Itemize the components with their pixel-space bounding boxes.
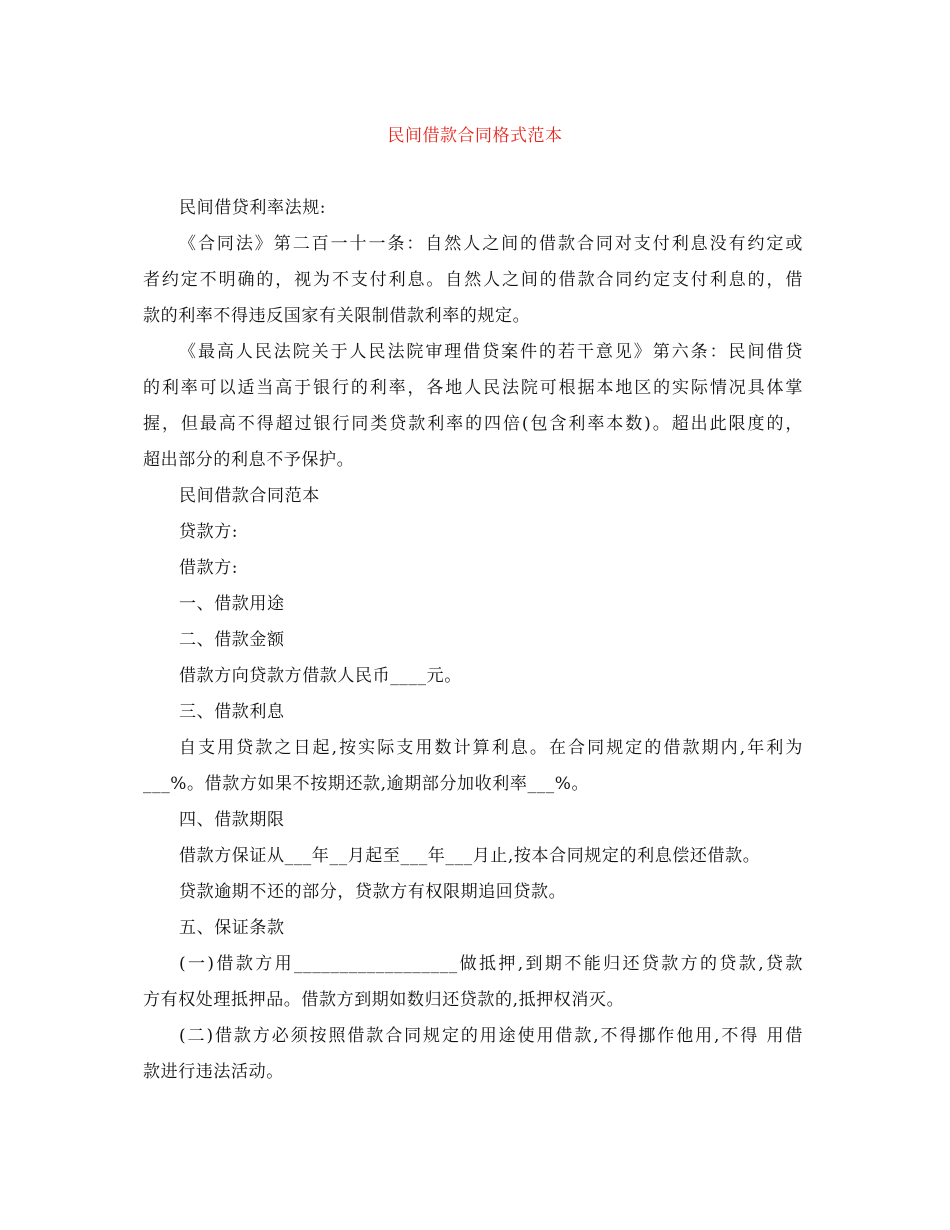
paragraph-line: 超出部分的利息不予保护。 — [143, 450, 355, 470]
paragraph-line: 借款方: — [179, 558, 239, 578]
paragraph-line: ___%。借款方如果不按期还款,逾期部分加收利率___%。 — [143, 774, 590, 794]
paragraph-line: 《最高人民法院关于人民法院审理借贷案件的若干意见》第六条：民间借贷 — [179, 342, 803, 362]
section-heading: 一、借款用途 — [179, 594, 285, 614]
section-heading: 四、借款期限 — [179, 810, 285, 830]
paragraph-line: 的利率可以适当高于银行的利率，各地人民法院可根据本地区的实际情况具体掌 — [143, 378, 803, 398]
paragraph-line: (一)借款方用__________________做抵押,到期不能归还贷款方的贷款,贷款 — [179, 954, 803, 974]
paragraph-line: 方有权处理抵押品。借款方到期如数归还贷款的,抵押权消灭。 — [143, 990, 625, 1010]
section-heading: 三、借款利息 — [179, 702, 285, 722]
section-heading: 五、保证条款 — [179, 918, 285, 938]
paragraph-line: 款进行违法活动。 — [143, 1062, 284, 1082]
paragraph-line: 借款方向贷款方借款人民币____元。 — [179, 666, 462, 686]
paragraph-line: 自支用贷款之日起,按实际支用数计算利息。在合同规定的借款期内,年利为 — [179, 738, 803, 758]
section-heading: 民间借款合同范本 — [179, 486, 320, 506]
document-title: 民间借款合同格式范本 — [387, 126, 563, 146]
section-heading: 二、借款金额 — [179, 630, 285, 650]
paragraph-line: 民间借贷利率法规: — [179, 198, 327, 218]
paragraph-line: 者约定不明确的，视为不支付利息。自然人之间的借款合同约定支付利息的，借 — [143, 270, 803, 290]
paragraph-line: (二)借款方必须按照借款合同规定的用途使用借款,不得挪作他用,不得 用借 — [179, 1026, 803, 1046]
paragraph-line: 贷款逾期不还的部分，贷款方有权限期追回贷款。 — [179, 882, 567, 902]
paragraph-line: 握，但最高不得超过银行同类贷款利率的四倍(包含利率本数)。超出此限度的， — [143, 414, 803, 434]
paragraph-line: 《合同法》第二百一十一条：自然人之间的借款合同对支付利息没有约定或 — [179, 234, 803, 254]
paragraph-line: 贷款方: — [179, 522, 239, 542]
paragraph-line: 借款方保证从___年__月起至___年___月止,按本合同规定的利息偿还借款。 — [179, 846, 761, 866]
paragraph-line: 款的利率不得违反国家有关限制借款利率的规定。 — [143, 306, 531, 326]
